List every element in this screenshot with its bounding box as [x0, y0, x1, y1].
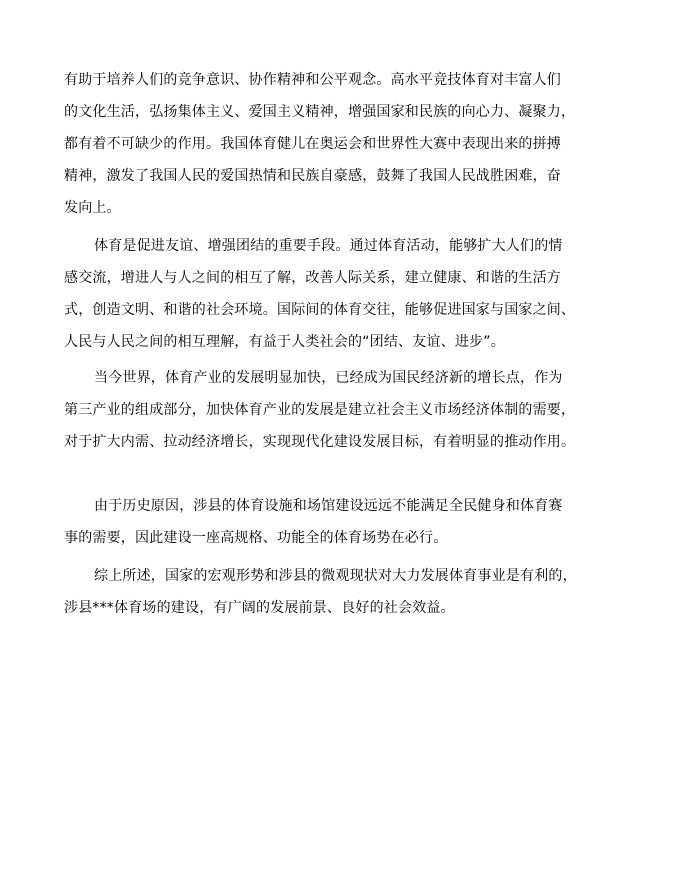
paragraph-line: 的文化生活，弘扬集体主义、爱国主义精神，增强国家和民族的向心力、凝聚力，: [64, 104, 576, 120]
paragraph-line: 涉县***体育场的建设，有广阔的发展前景、良好的社会效益。: [64, 600, 455, 616]
paragraph-line: 式，创造文明、和谐的社会环境。国际间的体育交往，能够促进国家与国家之间、: [64, 302, 576, 318]
paragraph-line: 第三产业的组成部分，加快体育产业的发展是建立社会主义市场经济体制的需要，: [64, 402, 576, 418]
paragraph-line: 综上所述，国家的宏观形势和涉县的微观现状对大力发展体育事业是有利的，: [94, 568, 577, 584]
paragraph-line: 感交流，增进人与人之间的相互了解，改善人际关系，建立健康、和谐的生活方: [64, 270, 561, 286]
paragraph-line: 精神，激发了我国人民的爱国热情和民族自豪感，鼓舞了我国人民战胜困难，奋: [64, 168, 561, 184]
paragraph-line: 当今世界，体育产业的发展明显加快，已经成为国民经济新的增长点，作为: [94, 370, 563, 386]
paragraph-line: 发向上。: [64, 200, 121, 216]
paragraph-line: 都有着不可缺少的作用。我国体育健儿在奥运会和世界性大赛中表现出来的拼搏: [64, 136, 561, 152]
paragraph-line: 由于历史原因，涉县的体育设施和场馆建设远远不能满足全民健身和体育赛: [94, 498, 563, 514]
paragraph-1: [64, 64, 628, 224]
paragraph-2: [64, 230, 628, 358]
paragraph-line: 有助于培养人们的竞争意识、协作精神和公平观念。高水平竞技体育对丰富人们: [64, 72, 561, 88]
paragraph-5: [64, 560, 628, 624]
paragraph-line: 人民与人民之间的相互理解，有益于人类社会的“团结、友谊、进步”。: [64, 334, 505, 350]
paragraph-line: 对于扩大内需、拉动经济增长，实现现代化建设发展目标，有着明显的推动作用。: [64, 434, 576, 450]
paragraph-3: [64, 362, 628, 458]
paragraph-line: 事的需要，因此建设一座高规格、功能全的体育场势在必行。: [64, 530, 448, 546]
paragraph-line: 体育是促进友谊、增强团结的重要手段。通过体育活动，能够扩大人们的情: [94, 238, 563, 254]
paragraph-4: [64, 490, 628, 554]
